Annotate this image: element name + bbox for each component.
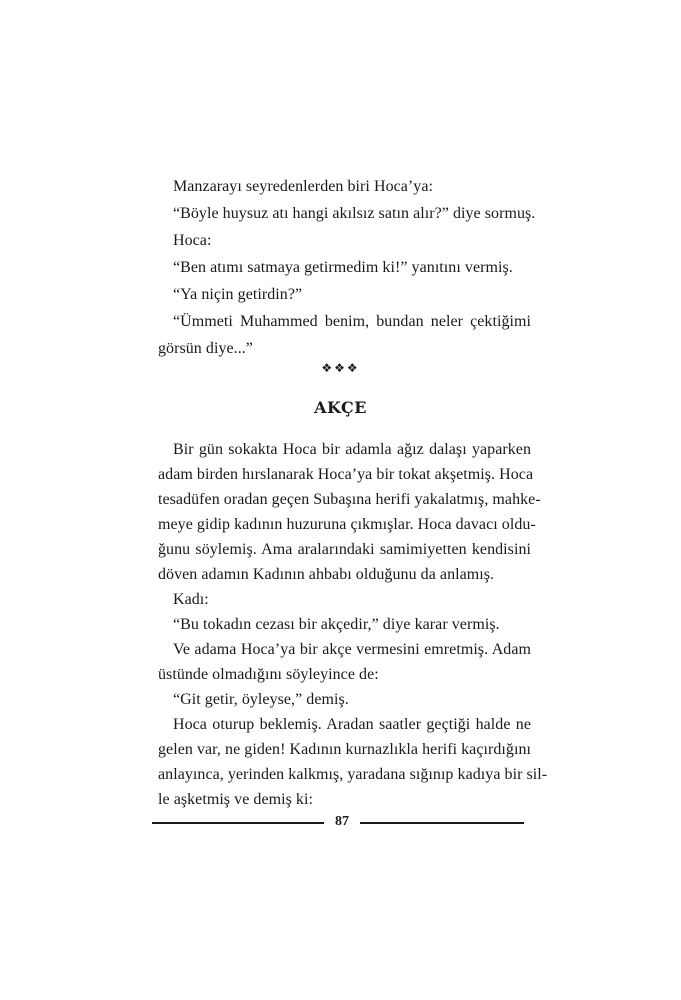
paragraph-line: meye gidip kadının huzuruna çıkmışlar. Hoca davacı oldu- (158, 516, 536, 533)
paragraph-line: görsün diye...” (158, 340, 253, 357)
paragraph-line: “Ümmeti Muhammed benim, bundan neler çektiğimi (173, 313, 531, 330)
paragraph-line: “Bu tokadın cezası bir akçedir,” diye karar vermiş. (173, 616, 500, 633)
paragraph-line: gelen var, ne giden! Kadının kurnazlıkla herifi kaçırdığını (158, 741, 531, 758)
paragraph-line: döven adamın Kadının ahbabı olduğunu da anlamış. (158, 566, 495, 583)
paragraph-line: “Ya niçin getirdin?” (173, 286, 303, 303)
paragraph-line: “Ben atımı satmaya getirmedim ki!” yanıtını vermiş. (173, 259, 513, 276)
page-number: 87 (335, 814, 349, 829)
paragraph-line: Kadı: (173, 591, 209, 608)
footer-rule-right (360, 822, 524, 824)
paragraph-line: Hoca oturup beklemiş. Aradan saatler geçtiği halde ne (173, 716, 531, 733)
paragraph-line: “Git getir, öyleyse,” demiş. (173, 691, 349, 708)
paragraph-line: “Böyle huysuz atı hangi akılsız satın alır?” diye sormuş. (173, 205, 536, 222)
paragraph-line: Bir gün sokakta Hoca bir adamla ağız dalaşı yaparken (173, 441, 531, 458)
paragraph-line: ğunu söylemiş. Ama aralarındaki samimiyetten kendisini (158, 541, 531, 558)
paragraph-line: adam birden hırslanarak Hoca’ya bir tokat akşetmiş. Hoca (158, 466, 534, 483)
footer-rule-left (152, 822, 324, 824)
paragraph-line: Ve adama Hoca’ya bir akçe vermesini emretmiş. Adam (173, 641, 531, 658)
section-title: AKÇE (314, 398, 367, 417)
paragraph-line: Hoca: (173, 232, 212, 249)
paragraph-line: anlayınca, yerinden kalkmış, yaradana sığınıp kadıya bir sil- (158, 766, 548, 783)
ornament-divider: ❖❖❖ (321, 361, 360, 375)
paragraph-line: Manzarayı seyredenlerden biri Hoca’ya: (173, 178, 433, 195)
paragraph-line: tesadüfen oradan geçen Subaşına herifi yakalatmış, mahke- (158, 491, 541, 508)
paragraph-line: le aşketmiş ve demiş ki: (158, 791, 313, 808)
paragraph-line: üstünde olmadığını söyleyince de: (158, 666, 379, 683)
